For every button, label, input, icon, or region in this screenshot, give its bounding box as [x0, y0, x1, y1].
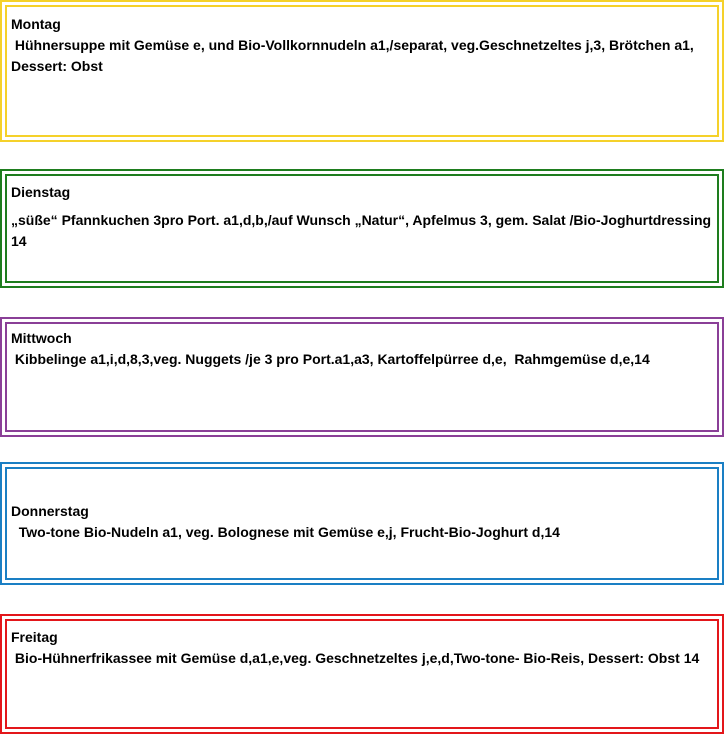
day-content: [11, 329, 713, 370]
day-content: [11, 183, 713, 252]
day-menu: Kibbelinge a1,i,d,8,3,veg. Nuggets /je 3 pro Port.a1,a3, Kartoffelpürree d,e, Rahmgemüse d,e,14: [11, 351, 650, 367]
day-box-mittwoch: [0, 317, 724, 437]
day-box-donnerstag: [0, 462, 724, 585]
day-menu: Bio-Hühnerfrikassee mit Gemüse d,a1,e,veg. Geschnetzeltes j,e,d,Two-tone- Bio-Reis, Dessert: Obst 14: [11, 650, 700, 666]
day-content: [11, 502, 713, 543]
day-menu: Two-tone Bio-Nudeln a1, veg. Bolognese mit Gemüse e,j, Frucht-Bio-Joghurt d,14: [11, 524, 560, 540]
day-menu: „süße“ Pfannkuchen 3pro Port. a1,d,b,/auf Wunsch „Natur“, Apfelmus 3, gem. Salat /Bio-Joghurtdressing 14: [11, 212, 712, 249]
day-name: Donnerstag: [11, 503, 89, 519]
day-menu: Hühnersuppe mit Gemüse e, und Bio-Vollkornnudeln a1,/separat, veg.Geschnetzeltes j,3, Brötchen a1, Dessert: Obst: [11, 37, 698, 74]
day-box-montag: [0, 0, 724, 142]
day-name: Freitag: [11, 629, 58, 645]
day-name: Dienstag: [11, 184, 71, 200]
day-content: [11, 628, 713, 669]
day-box-dienstag: [0, 169, 724, 288]
day-box-freitag: [0, 614, 724, 734]
day-name: Montag: [11, 16, 61, 32]
day-name: Mittwoch: [11, 330, 72, 346]
day-content: [11, 15, 713, 77]
